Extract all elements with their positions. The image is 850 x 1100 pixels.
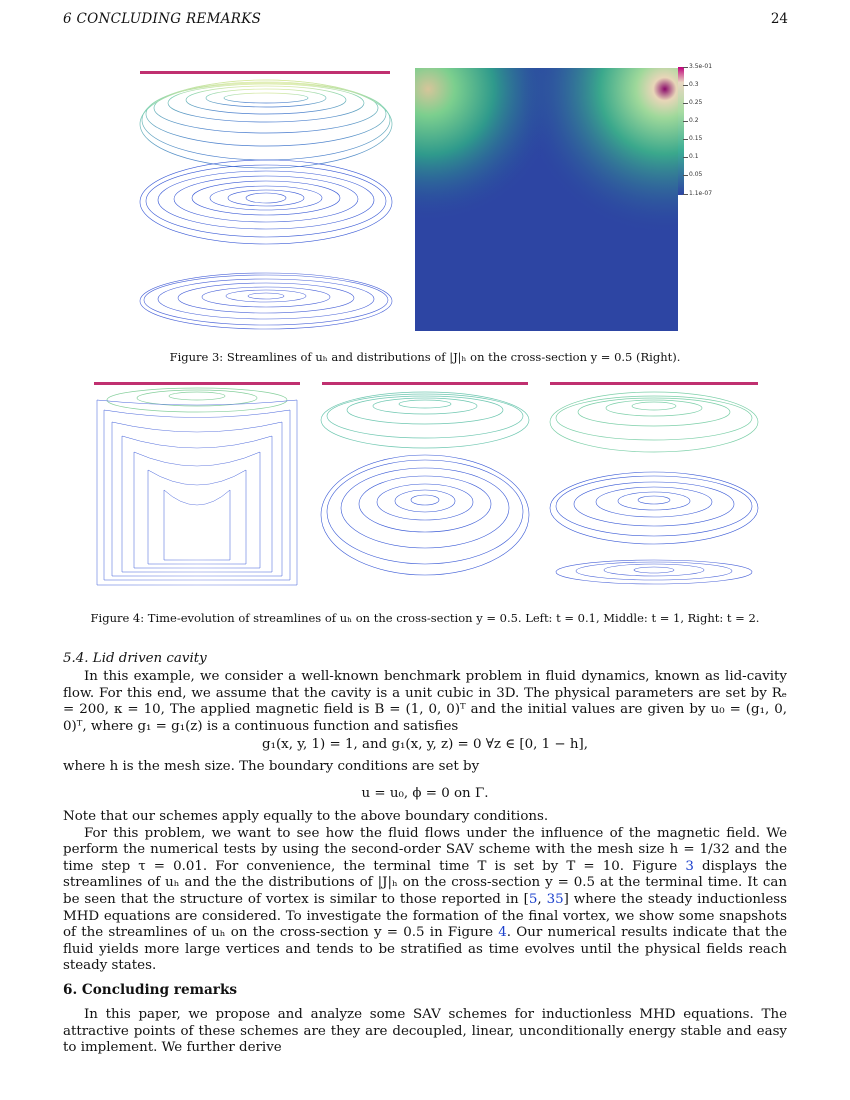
paragraph: In this paper, we propose and analyze some SAV schemes for inductionless MHD equations. The attractive points of these schemes are they are decoupled, linear, unconditionally energy stable and easy to implement. We further derive bbox=[63, 1007, 787, 1056]
figure4-middle-streamlines-image bbox=[320, 380, 530, 588]
colorbar-label: 3.5e-01 bbox=[689, 63, 713, 70]
paragraph: For this problem, we want to see how the fluid flows under the influence of the magnetic field. We perform the numerical tests by using the second-order SAV scheme with the mesh size h = 1/32 and the time step τ = 0.01. For convenience, the terminal time T is set by T = 10. Figure 3 displays the streamlines of uₕ and the the distributions of |J|ₕ on the cross-section y = 0.5 at the terminal time. It can be seen that the structure of vortex is similar to those reported in [5, 35] where the steady inductionless MHD equations are considered. To investigate the formation of the final vortex, we show some snapshots of the streamlines of uₕ on the cross-section y = 0.5 in Figure 4. Our numerical results indicate that the fluid yields more large vertices and tends to be stratified as time evolves until the physical fields reach steady states. bbox=[63, 825, 788, 974]
subsection-title: 5.4. Lid driven cavity bbox=[63, 651, 207, 666]
running-header-title: 6 CONCLUDING REMARKS bbox=[63, 11, 262, 27]
figure4-right-streamlines-image bbox=[548, 380, 760, 588]
colorbar-label: 0.2 bbox=[689, 117, 699, 124]
citation-link[interactable]: 5 bbox=[528, 891, 538, 907]
paragraph: Note that our schemes apply equally to the above boundary conditions. bbox=[63, 809, 549, 824]
figure3-current-distribution-image bbox=[415, 68, 678, 331]
colorbar-label: 0.15 bbox=[689, 135, 703, 142]
paragraph: In this example, we consider a well-known benchmark problem in fluid dynamics, known as lid-cavity flow. For this end, we assume that the cavity is a unit cubic in 3D. The physical parameters are set by Rₑ = 200, κ = 10, The applied magnetic field is B = (1, 0, 0)ᵀ and the initial values are given by u₀ = (g₁, 0, 0)ᵀ, where g₁ = g₁(z) is a continuous function and satisfies bbox=[63, 669, 787, 734]
figure-ref-link[interactable]: 4 bbox=[498, 925, 507, 941]
page-number: 24 bbox=[770, 11, 788, 27]
colorbar-label: 0.3 bbox=[689, 81, 699, 88]
colorbar-label: 0.1 bbox=[689, 153, 699, 160]
section-title: 6. Concluding remarks bbox=[63, 982, 238, 998]
paragraph: where h is the mesh size. The boundary conditions are set by bbox=[63, 759, 480, 774]
equation-initial-condition: g₁(x, y, 1) = 1, and g₁(x, y, z) = 0 ∀z ∈ [0, 1 − h], bbox=[262, 737, 588, 752]
equation-boundary-condition: u = u₀, ϕ = 0 on Γ. bbox=[361, 786, 489, 801]
colorbar-label: 0.05 bbox=[689, 171, 703, 178]
colorbar-label: 1.1e-07 bbox=[689, 190, 713, 197]
figure4-caption: Figure 4: Time-evolution of streamlines of uₕ on the cross-section y = 0.5. Left: t = 0.1, Middle: t = 1, Right: t = 2. bbox=[90, 611, 760, 625]
figure4-left-streamlines-image bbox=[92, 380, 302, 588]
figure-ref-link[interactable]: 3 bbox=[685, 858, 694, 874]
citation-link[interactable]: 35 bbox=[546, 891, 564, 907]
colorbar-label: 0.25 bbox=[689, 99, 703, 106]
figure3-caption: Figure 3: Streamlines of uₕ and distributions of |J|ₕ on the cross-section y = 0.5 (Right). bbox=[169, 350, 681, 364]
figure3-streamlines-image bbox=[138, 68, 394, 330]
